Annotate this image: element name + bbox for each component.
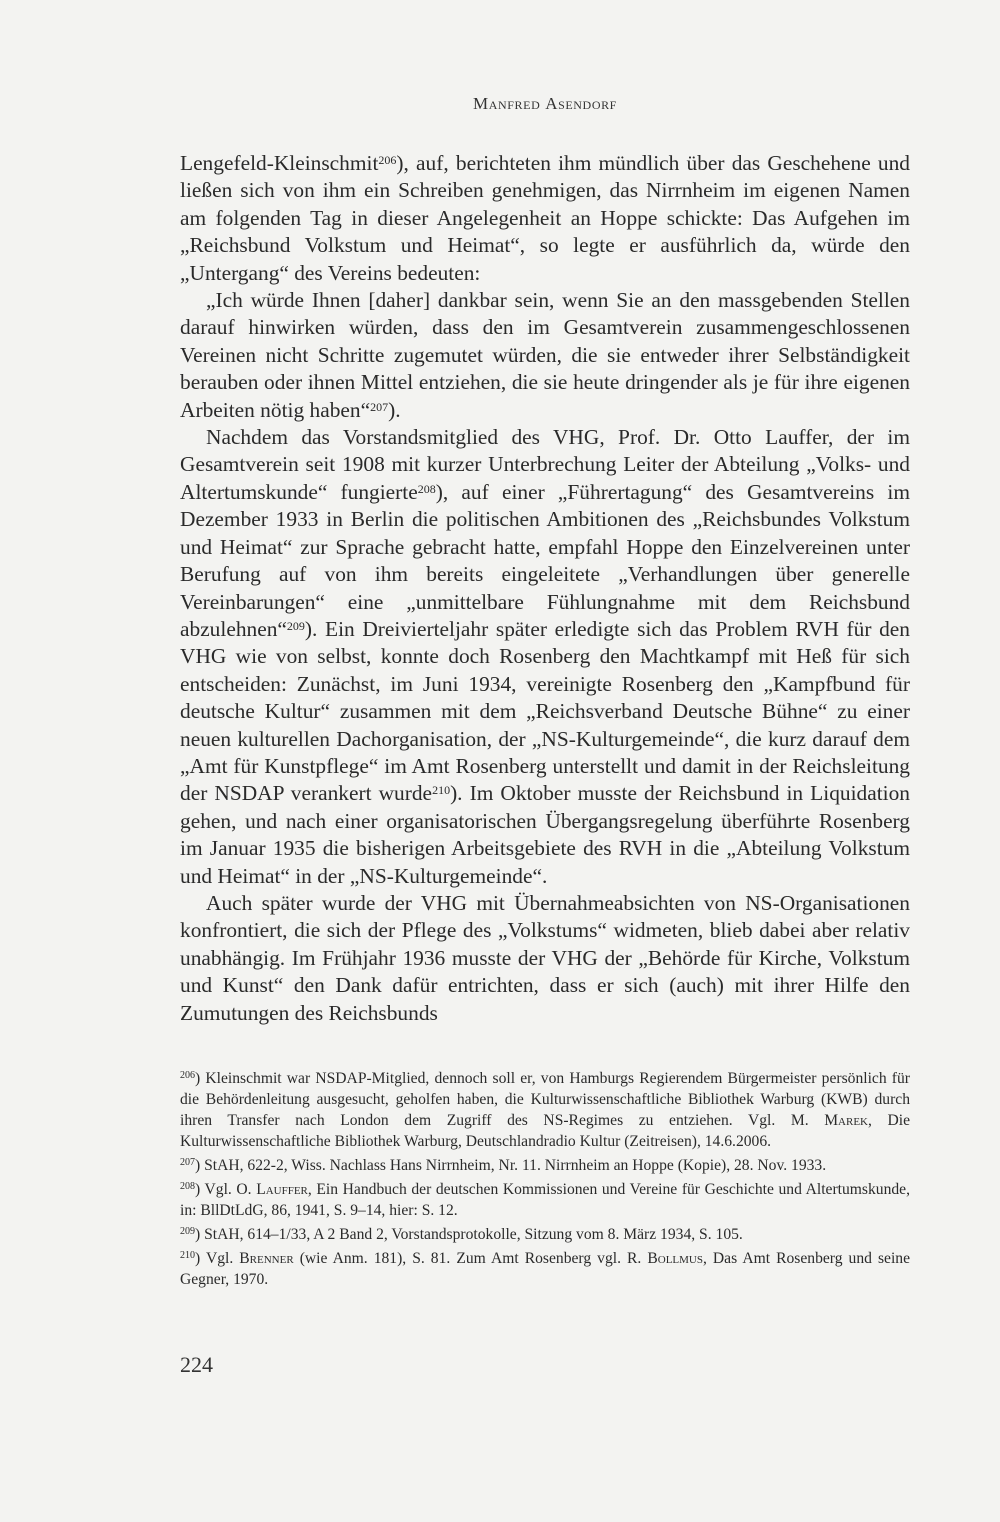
footnote-text: ) StAH, 614–1/33, A 2 Band 2, Vorstandsprotokolle, Sitzung vom 8. März 1934, S. 105. (195, 1226, 743, 1243)
footnotes (180, 1068, 910, 1293)
footnote-number: 208 (180, 1181, 195, 1192)
footnote-number: 210 (180, 1250, 195, 1261)
footnote-ref-206: 206 (378, 153, 397, 167)
paragraph-3: Auch später wurde der VHG mit Übernahmeabsichten von NS-Organisationen konfrontiert, die sich der Pflege des „Volkstums“ widmeten, blieb dabei aber relativ unabhängig. Im Frühjahr 1936 musste der VHG der „Behörde für Kirche, Volkstum und Kunst“ den Dank dafür entrichten, dass er sich (auch) mit ihrer Hilfe den Zumutungen des Reichsbunds (180, 890, 910, 1025)
footnote-text: ) Vgl. (195, 1250, 240, 1267)
paragraph-1-text-a: Lengefeld-Kleinschmit (180, 151, 379, 175)
footnote-text: ) StAH, 622-2, Wiss. Nachlass Hans Nirrnheim, Nr. 11. Nirrnheim an Hoppe (Kopie), 28. Nov. 1933. (195, 1157, 827, 1174)
author-name: Brenner (239, 1250, 294, 1267)
paragraph-1-text-b: ), auf, berichteten ihm mündlich über das Geschehene und ließen sich von ihm ein Schreiben genehmigen, das Nirrnheim im eigenen Namen am folgenden Tag in dieser Angelegenheit an Hoppe schickte: Das Aufgehen im „Reichsbund Volkstum und Heimat“, so legte er ausführlich da, würde den „Untergang“ des Vereins bedeuten: (180, 151, 910, 285)
footnote-210 (180, 1248, 910, 1290)
footnote-text: ) Vgl. O. (195, 1181, 257, 1198)
page-number: 224 (180, 1352, 213, 1377)
footnote-207 (180, 1155, 910, 1176)
footnote-ref-208: 208 (417, 481, 436, 496)
header-author-last: Asendorf (545, 94, 617, 113)
footnote-text: ) Kleinschmit war NSDAP-Mitglied, dennoch soll er, von Hamburgs Regierendem Bürgermeister persönlich für die Behördenleitung ausgesucht, geholfen haben, die Kulturwissenschaftliche Bibliothek Warburg (KWB) durch ihren Transfer nach London dem Zugriff des NS-Regimes zu entziehen. Vgl. M. (180, 1070, 910, 1129)
footnote-208 (180, 1179, 910, 1221)
paragraph-2 (180, 424, 910, 890)
paragraph-1 (180, 150, 910, 287)
author-name: Lauffer (256, 1181, 308, 1198)
block-quote (180, 287, 910, 424)
header-author-first: Manfred (473, 94, 541, 113)
footnote-number: 207 (180, 1157, 195, 1168)
main-text (180, 150, 910, 1027)
running-header (180, 94, 910, 114)
footnote-ref-210: 210 (432, 783, 451, 798)
paragraph-2-text-b: ), auf einer „Führertagung“ des Gesamtvereins im Dezember 1933 in Berlin die politischen Ambitionen des „Reichsbundes Volkstum und Heimat“ zur Sprache gebracht hatte, empfahl Hoppe den Einzelvereinen unter Berufung auf von ihm bereits eingeleitete „Verhandlungen über generelle Vereinbarungen“ eine „unmittelbare Fühlungnahme mit dem Reichsbund abzulehnen“ (180, 479, 910, 641)
footnote-number: 209 (180, 1226, 195, 1237)
paragraph-2-text-c: ). Ein Dreivierteljahr später erledigte sich das Problem RVH für den VHG wie von selbst, konnte doch Rosenberg den Machtkampf mit Heß für sich entscheiden: Zunächst, im Juni 1934, vereinigte Rosenberg den „Kampfbund für deutsche Kultur“ zusammen mit dem „Reichsverband Deutsche Bühne“ zu einer neuen kulturellen Dachorganisation, der „NS-Kulturgemeinde“, die kurz darauf dem „Amt für Kunstpflege“ im Amt Rosenberg unterstellt und damit in der Reichsleitung der NSDAP verankert wurde (180, 616, 910, 806)
footnote-ref-207: 207 (370, 399, 389, 414)
footnote-209 (180, 1224, 910, 1245)
footnote-text: , Die Kulturwissenschaftliche Bibliothek Warburg, Deutschlandradio Kultur (Zeitreisen), 14.6.2006. (180, 1112, 910, 1150)
paragraph-2-text-d: ). Im Oktober musste der Reichsbund in Liquidation gehen, und nach einer organisatorischen Übergangsregelung überführte Rosenberg im Januar 1935 die bisherigen Arbeitsgebiete des RVH in die „Abteilung Volkstum und Heimat“ in der „NS-Kulturgemeinde“. (180, 781, 910, 888)
footnote-text: (wie Anm. 181), S. 81. Zum Amt Rosenberg vgl. R. (293, 1250, 648, 1267)
paragraph-2-text-a: Nachdem das Vorstandsmitglied des VHG, Prof. Dr. Otto Lauffer, der im Gesamtverein seit 1908 mit kurzer Unterbrechung Leiter der Abteilung „Volks- und Altertumskunde“ fungierte (180, 425, 910, 504)
footnote-number: 206 (180, 1070, 195, 1081)
footnote-text: , Das Amt Rosenberg und seine Gegner, 1970. (180, 1250, 910, 1288)
footnote-text: , Ein Handbuch der deutschen Kommissionen und Vereine für Geschichte und Altertumskunde, in: BllDtLdG, 86, 1941, S. 9–14, hier: S. 12. (180, 1181, 910, 1219)
author-name: Bollmus (647, 1250, 703, 1267)
author-name: Marek (824, 1112, 868, 1129)
footnote-206 (180, 1068, 910, 1152)
quote-text-end: ). (388, 397, 401, 422)
footnote-ref-209: 209 (286, 618, 305, 633)
quote-text: „Ich würde Ihnen [daher] dankbar sein, wenn Sie an den massgebenden Stellen darauf hinwirken würden, dass den im Gesamtverein zusammengeschlossenen Vereinen nicht Schritte zugemutet würden, die sie entweder ihrer Selbständigkeit berauben oder ihnen Mittel entziehen, die sie heute dringender als je für ihre eigenen Arbeiten nötig haben“ (180, 288, 910, 422)
